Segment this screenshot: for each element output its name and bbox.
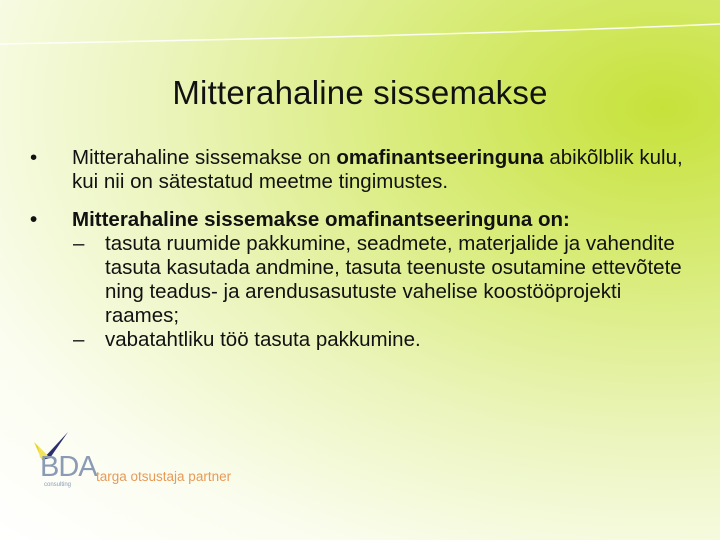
bullet-text: Mitterahaline sissemakse omafinantseeringuna on: <box>72 208 570 231</box>
decorative-top-line <box>0 0 720 60</box>
sub-list-item <box>28 232 698 328</box>
sub-item-text: vabatahtliku töö tasuta pakkumine. <box>105 328 421 351</box>
bullet-item <box>28 146 698 194</box>
bullet-text: abikõlblik kulu, kui nii on sätestatud meetme tingimustes. <box>72 146 683 193</box>
bullet-bold-text: omafinantseeringuna <box>336 146 544 169</box>
brand-name: BDA <box>40 451 97 483</box>
slide-body <box>28 146 698 352</box>
slide-title: Mitterahaline sissemakse <box>172 74 548 111</box>
brand-subtext: consulting <box>44 482 72 488</box>
sub-item-marker: – <box>73 328 85 351</box>
brand-tagline: targa otsustaja partner <box>96 469 232 484</box>
bullet-item <box>28 208 698 232</box>
sub-item-text: tasuta ruumide pakkumine, seadmete, materjalide ja vahendite tasuta kasutada andmine, tasuta teenuste osutamine ettevõtete ning teadus- ja arendusasutuste vahelise koostööprojekti raames; <box>105 232 682 327</box>
bullet-text: Mitterahaline sissemakse on <box>72 146 337 169</box>
sub-item-marker: – <box>73 232 85 255</box>
bullet-marker: • <box>30 146 38 169</box>
sub-list-item <box>28 328 698 352</box>
bullet-marker: • <box>30 208 38 231</box>
